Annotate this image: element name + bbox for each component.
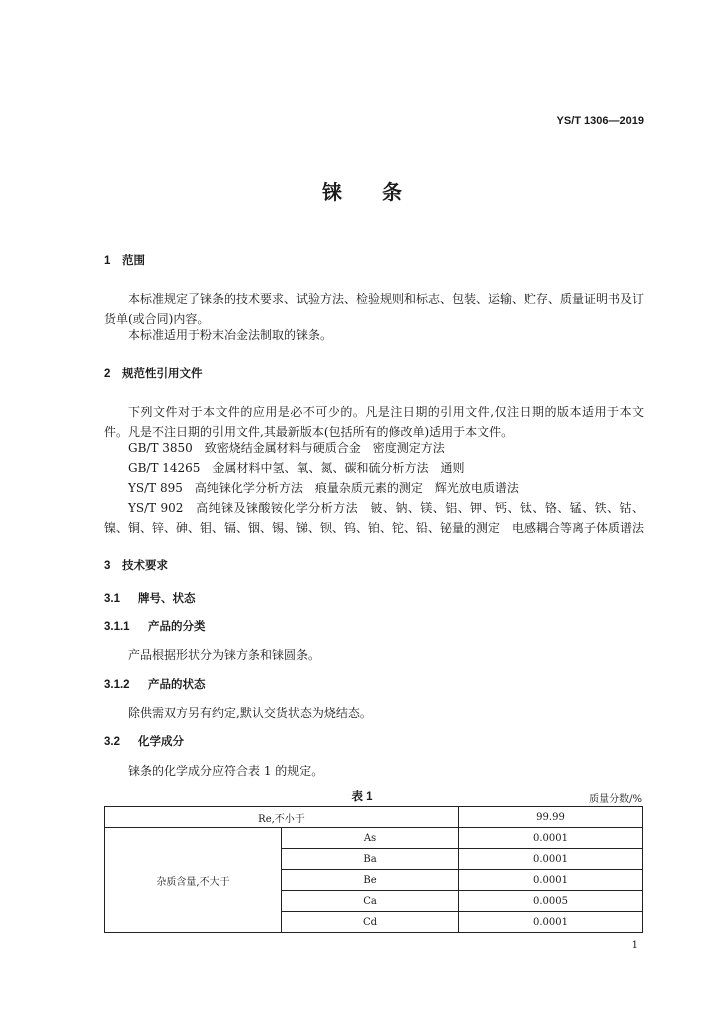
reference-item: YS/T 902 高纯铼及铼酸铵化学分析方法 铍、钠、镁、铝、钾、钙、钛、铬、锰、铁、钴、镍、铜、锌、砷、钼、镉、铟、锡、锑、钡、钨、铂、铊、铅、铋量的测定 电感耦合等离子体质谱法 <box>104 501 645 535</box>
element-cell: Cd <box>282 912 459 933</box>
chemical-composition-text: 铼条的化学成分应符合表 1 的规定。 <box>128 764 324 778</box>
classification-text: 产品根据形状分为铼方条和铼圆条。 <box>128 648 321 662</box>
section-number: 3 <box>104 560 111 572</box>
table-unit: 质量分数/% <box>589 794 642 805</box>
chemical-composition-table <box>104 806 643 933</box>
page-number: 1 <box>631 940 638 951</box>
section-number: 3.1 <box>104 593 120 605</box>
impurity-label-cell: 杂质含量,不大于 <box>105 828 282 933</box>
section-title: 牌号、状态 <box>138 593 196 605</box>
section-title: 技术要求 <box>122 560 168 572</box>
element-cell: Be <box>282 870 459 891</box>
value-cell: 0.0001 <box>459 912 643 933</box>
value-cell: 0.0001 <box>459 849 643 870</box>
re-value-cell: 99.99 <box>459 807 643 828</box>
section-3-2-heading <box>104 733 184 749</box>
section-title: 规范性引用文件 <box>122 368 203 380</box>
document-title: 铼条 <box>322 180 442 204</box>
reference-item: GB/T 14265 金属材料中氢、氧、氮、碳和硫分析方法 通则 <box>128 461 465 475</box>
reference-item: GB/T 3850 致密烧结金属材料与硬质合金 密度测定方法 <box>128 441 445 455</box>
references-intro: 下列文件对于本文件的应用是必不可少的。凡是注日期的引用文件,仅注日期的版本适用于本文件。凡是不注日期的引用文件,其最新版本(包括所有的修改单)适用于本文件。 <box>104 405 644 439</box>
reference-item: YS/T 895 高纯铼化学分析方法 痕量杂质元素的测定 辉光放电质谱法 <box>128 481 519 495</box>
table-title: 表 1 <box>351 791 373 803</box>
section-number: 3.1.1 <box>104 621 130 633</box>
element-cell: As <box>282 828 459 849</box>
section-3-1-2-heading <box>104 676 206 692</box>
element-cell: Ba <box>282 849 459 870</box>
section-3-1-1-heading <box>104 618 206 634</box>
value-cell: 0.0001 <box>459 828 643 849</box>
section-3-heading <box>104 557 168 573</box>
section-number: 2 <box>104 368 111 380</box>
table-row <box>105 828 643 849</box>
section-title: 范围 <box>122 255 145 267</box>
scope-paragraph-2: 本标准适用于粉末冶金法制取的铼条。 <box>128 328 333 342</box>
section-2-heading <box>104 365 203 381</box>
re-label-cell: Re,不小于 <box>105 807 459 828</box>
section-1-heading <box>104 252 145 268</box>
section-number: 3.2 <box>104 736 120 748</box>
scope-paragraph-1: 本标准规定了铼条的技术要求、试验方法、检验规则和标志、包装、运输、贮存、质量证明书及订货单(或合同)内容。 <box>104 292 645 326</box>
section-number: 1 <box>104 255 111 267</box>
standard-code: YS/T 1306—2019 <box>556 115 644 127</box>
section-title: 产品的状态 <box>148 679 206 691</box>
section-title: 化学成分 <box>138 736 184 748</box>
value-cell: 0.0001 <box>459 870 643 891</box>
section-title: 产品的分类 <box>148 621 206 633</box>
value-cell: 0.0005 <box>459 891 643 912</box>
section-number: 3.1.2 <box>104 679 130 691</box>
table-row <box>105 807 643 828</box>
section-3-1-heading <box>104 590 196 606</box>
state-text: 除供需双方另有约定,默认交货状态为烧结态。 <box>128 706 372 720</box>
element-cell: Ca <box>282 891 459 912</box>
